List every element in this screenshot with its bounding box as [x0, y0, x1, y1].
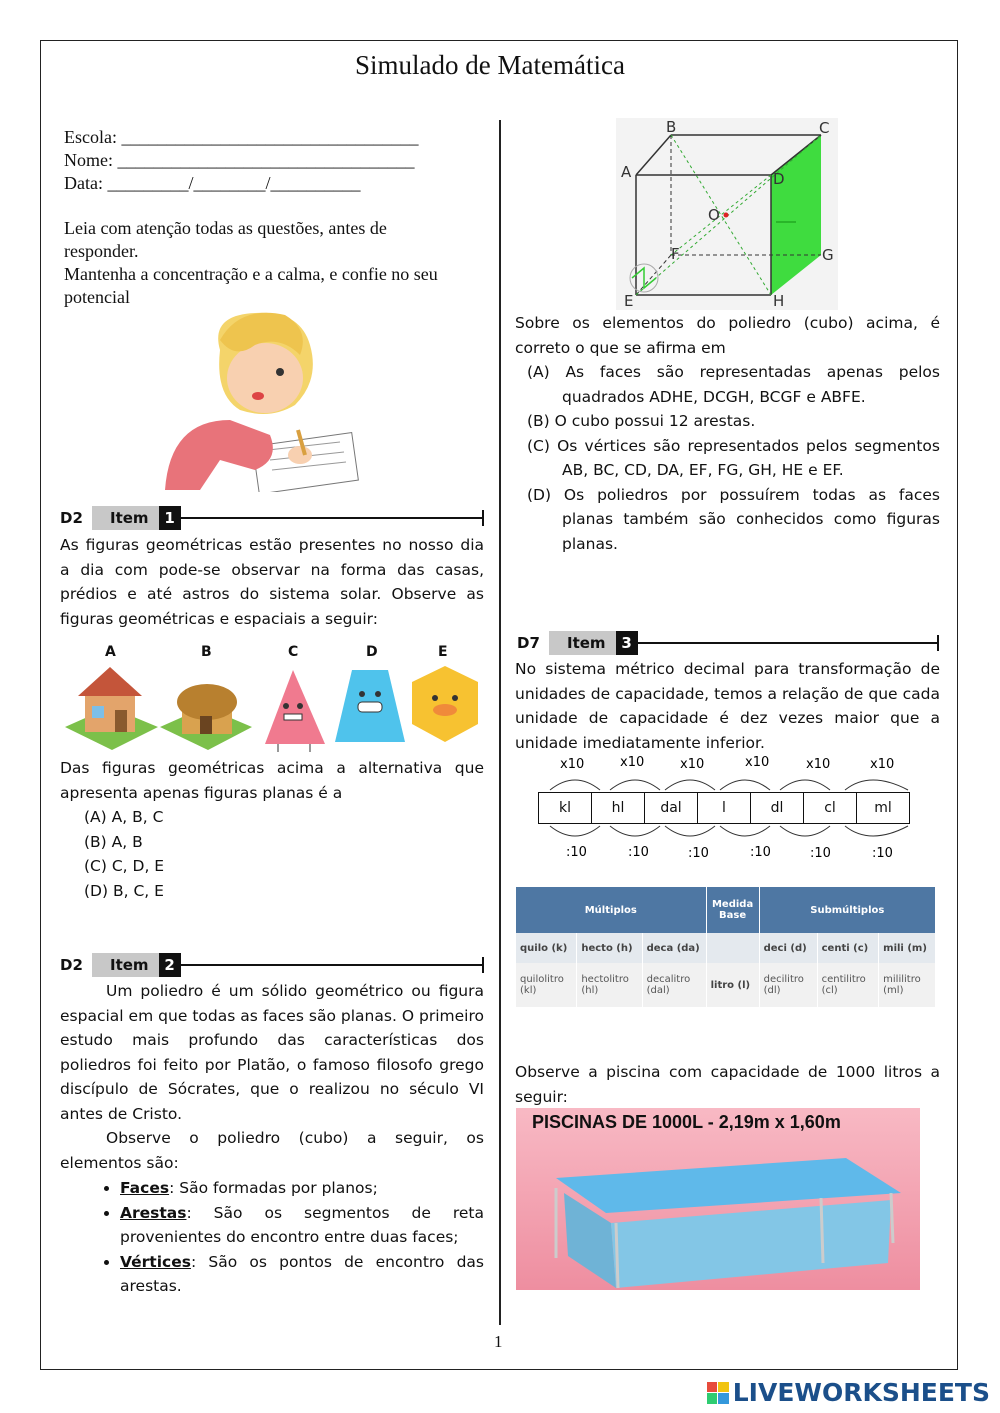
escola-field[interactable]: Escola: _________________________________ [64, 127, 419, 147]
div-label-5: :10 [810, 846, 831, 861]
item-2-label: Item [92, 953, 159, 977]
unit-name-decilitro: decilitro (dl) [759, 963, 817, 1007]
item-1-question: Das figuras geométricas acima a alternativa que apresenta apenas figuras planas é a [60, 759, 484, 802]
logo-mark [707, 1382, 729, 1404]
multiples-table [516, 887, 936, 1007]
item-1-rule-end [482, 510, 484, 526]
liveworksheets-logo[interactable] [707, 1378, 990, 1407]
item-2-rule-end [482, 957, 484, 973]
item-1-option-a[interactable]: (A) A, B, C [84, 808, 164, 826]
item-2-code: D2 [60, 956, 83, 974]
cube-label-e: E [624, 292, 634, 310]
div-label-4: :10 [750, 845, 771, 860]
bullet-faces [120, 1176, 484, 1201]
unit-name-decalitro: decalitro (dal) [642, 963, 706, 1007]
div-label-1: :10 [566, 845, 587, 860]
item-1-text: As figuras geométricas estão presentes no nosso dia a dia com pode-se observar na forma das casas, prédios e até astros do sistema solar. Observe as figuras geométricas e espaciais a seguir: [60, 536, 484, 628]
hut-figure [160, 684, 252, 750]
item-2-option-d[interactable]: (D) Os poliedros por possuírem todas as faces planas também são conhecidos como figuras planas. [527, 485, 940, 553]
cube-label-a: A [621, 163, 632, 181]
unit-table [538, 792, 910, 824]
item-1-number: 1 [159, 506, 181, 530]
figure-label-b: B [201, 644, 212, 660]
unit-cl: cl [804, 793, 857, 824]
unit-dl: dl [751, 793, 804, 824]
cube-label-h: H [773, 292, 785, 310]
div-label-3: :10 [688, 846, 709, 861]
term-faces: Faces [120, 1179, 170, 1197]
page-title: Simulado de Matemática [355, 50, 625, 80]
cube-label-o: O [708, 206, 720, 224]
mult-label-2: x10 [620, 755, 645, 770]
desc-vertices: : São os pontos de encontro das arestas. [120, 1252, 484, 1295]
mult-label-3: x10 [680, 757, 705, 772]
header-submultiplos: Submúltiplos [759, 887, 935, 933]
unit-dal: dal [645, 793, 698, 824]
prefix-hecto: hecto (h) [577, 933, 642, 963]
mult-label-4: x10 [745, 755, 770, 770]
prefix-mili: mili (m) [879, 933, 936, 963]
item-1-option-c[interactable]: (C) C, D, E [84, 857, 165, 875]
unit-ml: ml [857, 793, 910, 824]
pool-text: Observe a piscina com capacidade de 1000 litros a seguir: [515, 1063, 940, 1106]
unit-l: l [698, 793, 751, 824]
polyhedron-elements-list [60, 1176, 484, 1299]
item-3-number: 3 [616, 631, 638, 655]
cube-label-g: G [822, 246, 834, 264]
div-label-6: :10 [872, 846, 893, 861]
instruction-1: Leia com atenção todas as questões, antes de responder. [64, 218, 387, 261]
header-medida-base: Medida Base [706, 887, 759, 933]
pool-image [516, 1108, 920, 1290]
item-2-options [527, 360, 940, 556]
figure-label-c: C [288, 644, 299, 660]
nome-field[interactable]: Nome: _________________________________ [64, 150, 415, 170]
item-1-header [60, 506, 484, 530]
term-arestas: Arestas [120, 1203, 187, 1222]
figure-label-e: E [438, 644, 448, 660]
item-2-option-c[interactable]: (C) Os vértices são representados pelos segmentos AB, BC, CD, DA, EF, FG, GH, HE e EF. [527, 436, 940, 479]
desc-faces: : São formadas por planos; [169, 1179, 378, 1197]
item-1-option-d[interactable]: (D) B, C, E [84, 881, 164, 900]
item-2-number: 2 [159, 953, 181, 977]
column-divider [499, 120, 501, 1325]
mult-label-1: x10 [560, 757, 585, 772]
prefix-centi: centi (c) [817, 933, 879, 963]
bullet-arestas [120, 1201, 484, 1250]
item-1-option-b[interactable]: (B) A, B [84, 832, 143, 851]
div-label-2: :10 [628, 845, 649, 860]
figure-label-a: A [105, 644, 116, 660]
unit-hl: hl [592, 793, 645, 824]
header-multiplos: Múltiplos [516, 887, 706, 933]
pool-caption: PISCINAS DE 1000L - 2,19m x 1,60m [532, 1112, 841, 1132]
item-1-options [84, 805, 464, 903]
item-3-header [517, 631, 939, 655]
prefix-base [706, 933, 759, 963]
unit-name-litro: litro (l) [706, 963, 759, 1007]
triangle-character [265, 670, 325, 752]
instructions [64, 217, 464, 309]
hexagon-character [412, 666, 478, 742]
prefix-deca: deca (da) [642, 933, 706, 963]
item-2-option-a[interactable]: (A) As faces são representadas apenas pelos quadrados ADHE, DCGH, BCGF e ABFE. [527, 363, 940, 406]
cube-label-d: D [773, 170, 785, 188]
item-3-code: D7 [517, 634, 540, 652]
term-vertices: Vértices [120, 1252, 191, 1271]
mult-label-5: x10 [806, 757, 831, 772]
unit-name-mililitro: mililitro (ml) [879, 963, 936, 1007]
unit-name-centilitro: centilitro (cl) [817, 963, 879, 1007]
unit-name-hectolitro: hectolitro (hl) [577, 963, 642, 1007]
item-2-question: Sobre os elementos do poliedro (cubo) acima, é correto o que se afirma em [515, 314, 940, 357]
boy-writing-illustration [160, 310, 365, 492]
item-1-rule [181, 517, 482, 519]
data-field[interactable]: Data: _________/________/__________ [64, 173, 361, 193]
figure-label-d: D [366, 644, 378, 660]
item-1-code: D2 [60, 509, 83, 527]
bullet-vertices [120, 1250, 484, 1299]
item-3-label: Item [549, 631, 616, 655]
cube-label-f: F [671, 245, 680, 263]
prefix-quilo: quilo (k) [516, 933, 577, 963]
item-3-rule-end [937, 635, 939, 651]
logo-text: LIVEWORKSHEETS [732, 1378, 990, 1407]
item-3-rule [638, 642, 937, 644]
item-2-observe: Observe o poliedro (cubo) a seguir, os elementos são: [60, 1129, 484, 1172]
cube-label-b: B [666, 118, 677, 136]
geometric-figures [60, 644, 490, 754]
house-figure [65, 667, 158, 750]
item-2-text: Um poliedro é um sólido geométrico ou figura espacial em que todas as faces são planas. O primeiro estudo mais profundo das características dos poliedros foi feito por Platão, o famoso filosofo grego discípulo de Sócrates, que o realizou no século VI antes de Cristo. [60, 982, 484, 1123]
item-2-header [60, 953, 484, 977]
item-2-option-b[interactable]: (B) O cubo possui 12 arestas. [527, 412, 756, 430]
prefix-deci: deci (d) [759, 933, 817, 963]
item-2-rule [181, 964, 482, 966]
pool-illustration [516, 1138, 920, 1290]
mult-label-6: x10 [870, 757, 895, 772]
item-1-label: Item [92, 506, 159, 530]
desc-arestas: : São os segmentos de reta provenientes do encontro entre duas faces; [120, 1203, 484, 1246]
instruction-2: Mantenha a concentração e a calma, e confie no seu potencial [64, 264, 438, 307]
unit-kl: kl [539, 793, 592, 824]
student-info [64, 126, 484, 195]
page-number: 1 [494, 1332, 503, 1351]
trapezoid-character [335, 670, 405, 742]
unit-name-quilolitro: quilolitro (kl) [516, 963, 577, 1007]
cube-label-c: C [819, 119, 830, 137]
item-3-text: No sistema métrico decimal para transformação de unidades de capacidade, temos a relação de que cada unidade de capacidade é dez vezes maior que a unidade imediatamente inferior. [515, 660, 940, 752]
cube-diagram [616, 118, 838, 310]
